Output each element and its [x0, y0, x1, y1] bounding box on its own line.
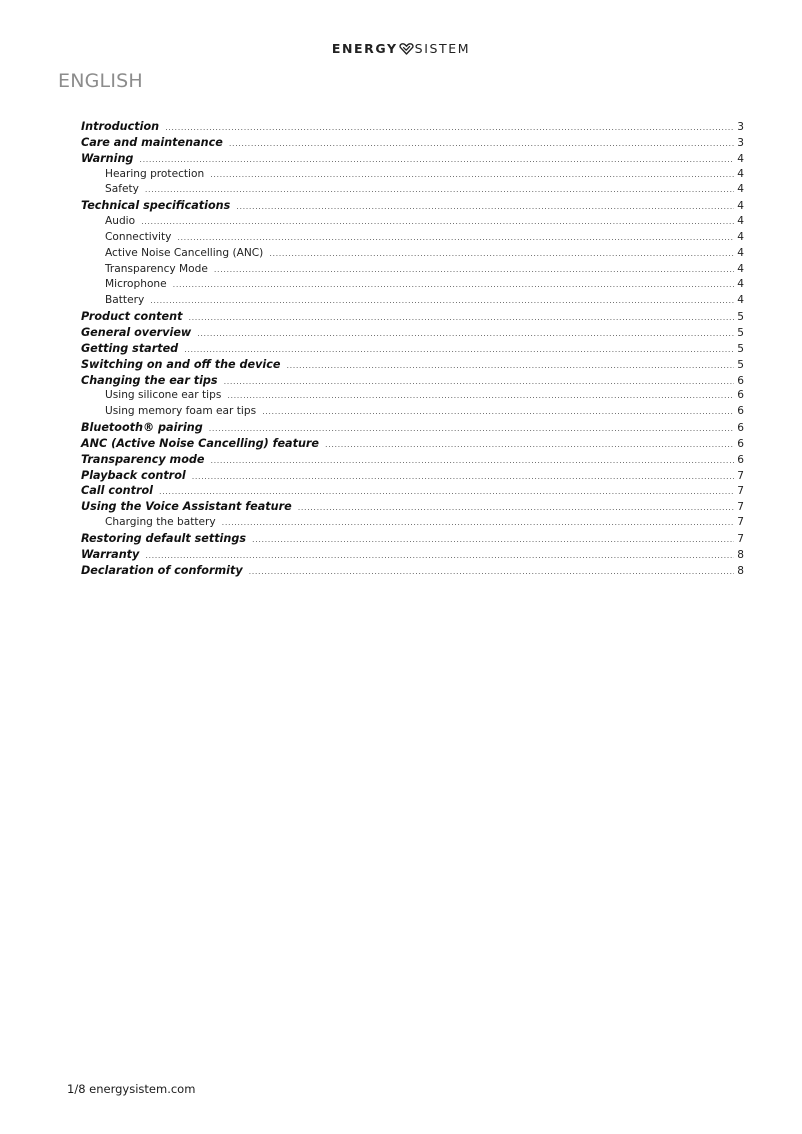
toc-dot-leader: [298, 500, 735, 516]
toc-entry-title: Charging the battery: [105, 516, 216, 529]
toc-entry[interactable]: [81, 341, 744, 357]
toc-entry-title: Playback control: [81, 468, 186, 482]
toc-dot-leader: [229, 136, 734, 152]
toc-entry-title: Using the Voice Assistant feature: [81, 500, 292, 514]
toc-entry-page: 7: [737, 516, 744, 529]
toc-entry[interactable]: [81, 420, 744, 436]
language-heading: ENGLISH: [58, 70, 143, 92]
toc-entry-title: Using silicone ear tips: [105, 389, 222, 402]
toc-entry-title: Connectivity: [105, 230, 172, 243]
brand-logo: [0, 40, 802, 60]
toc-entry-title: Audio: [105, 215, 136, 228]
toc-entry-title: Getting started: [81, 341, 179, 355]
toc-entry[interactable]: [81, 547, 744, 563]
toc-entry-title: Hearing protection: [105, 167, 205, 180]
toc-entry-page: 6: [737, 422, 744, 435]
toc-entry[interactable]: [81, 246, 744, 262]
toc-entry[interactable]: [81, 388, 744, 404]
toc-entry-title: Bluetooth® pairing: [81, 421, 203, 435]
toc-entry[interactable]: [81, 151, 744, 167]
toc-entry[interactable]: [81, 277, 744, 293]
toc-entry[interactable]: [81, 309, 744, 325]
toc-entry-title: Battery: [105, 294, 145, 307]
toc-dot-leader: [249, 564, 735, 580]
toc-entry-page: 4: [737, 246, 744, 259]
table-of-contents: [81, 119, 744, 578]
toc-entry-title: Transparency Mode: [105, 262, 208, 275]
toc-dot-leader: [209, 421, 735, 437]
toc-entry[interactable]: [81, 167, 744, 183]
toc-entry-title: Warranty: [81, 547, 140, 561]
toc-entry-page: 4: [737, 152, 744, 165]
toc-entry[interactable]: [81, 135, 744, 151]
toc-dot-leader: [227, 388, 734, 404]
brand-name-part1: ENERGY: [331, 41, 398, 56]
toc-dot-leader: [262, 404, 734, 420]
toc-entry-page: 3: [737, 136, 744, 149]
toc-dot-leader: [269, 246, 734, 262]
toc-entry-title: Introduction: [81, 120, 160, 133]
toc-entry-page: 4: [737, 262, 744, 275]
toc-entry-title: Using memory foam ear tips: [105, 405, 257, 418]
brand-name-part2: SISTEM: [414, 41, 471, 56]
toc-entry-page: 4: [737, 294, 744, 307]
toc-dot-leader: [210, 453, 734, 469]
toc-dot-leader: [210, 167, 734, 183]
toc-dot-leader: [224, 374, 735, 390]
toc-entry-title: Technical specifications: [81, 199, 231, 213]
toc-entry[interactable]: [81, 293, 744, 309]
toc-dot-leader: [165, 120, 734, 136]
toc-entry-title: Warning: [81, 151, 134, 165]
toc-entry-title: Restoring default settings: [81, 531, 247, 545]
toc-entry-title: Active Noise Cancelling (ANC): [105, 246, 264, 259]
toc-entry-page: 8: [737, 564, 744, 577]
toc-dot-leader: [184, 342, 734, 358]
toc-entry-page: 5: [737, 326, 744, 339]
toc-entry[interactable]: [81, 468, 744, 484]
page-footer: 1/8 energysistem.com: [67, 1082, 196, 1096]
toc-entry[interactable]: [81, 499, 744, 515]
toc-entry-page: 4: [737, 230, 744, 243]
toc-entry-title: Microphone: [105, 278, 167, 291]
toc-entry-page: 7: [737, 469, 744, 482]
toc-entry-title: Safety: [105, 183, 139, 196]
toc-entry-page: 4: [737, 183, 744, 196]
toc-entry-page: 7: [737, 485, 744, 498]
toc-entry-page: 6: [737, 437, 744, 450]
toc-entry-page: 5: [737, 311, 744, 324]
toc-dot-leader: [177, 230, 734, 246]
toc-entry[interactable]: [81, 182, 744, 198]
toc-entry[interactable]: [81, 563, 744, 579]
toc-entry-title: Changing the ear tips: [81, 373, 218, 387]
toc-dot-leader: [141, 214, 734, 230]
toc-entry-title: Call control: [81, 484, 153, 498]
toc-entry[interactable]: [81, 262, 744, 278]
toc-dot-leader: [145, 182, 734, 198]
toc-entry[interactable]: [81, 404, 744, 420]
toc-dot-leader: [150, 293, 734, 309]
toc-entry-page: 6: [737, 389, 744, 402]
toc-dot-leader: [173, 277, 735, 293]
toc-dot-leader: [236, 199, 734, 215]
toc-dot-leader: [252, 532, 734, 548]
toc-entry-title: Declaration of conformity: [81, 563, 243, 577]
toc-entry-page: 4: [737, 278, 744, 291]
toc-dot-leader: [325, 437, 734, 453]
toc-entry-page: 5: [737, 358, 744, 371]
toc-entry[interactable]: [81, 483, 744, 499]
heart-check-icon: [399, 42, 414, 60]
toc-dot-leader: [197, 326, 734, 342]
toc-entry-page: 6: [737, 453, 744, 466]
toc-entry-page: 4: [737, 200, 744, 213]
toc-entry-page: 5: [737, 342, 744, 355]
toc-entry[interactable]: [81, 515, 744, 531]
toc-entry-title: Care and maintenance: [81, 135, 223, 149]
toc-entry-page: 6: [737, 374, 744, 387]
toc-entry[interactable]: [81, 198, 744, 214]
toc-dot-leader: [139, 152, 734, 168]
toc-dot-leader: [192, 469, 735, 485]
toc-entry[interactable]: [81, 531, 744, 547]
toc-entry-page: 4: [737, 167, 744, 180]
toc-entry-page: 3: [737, 121, 744, 133]
toc-entry-title: Product content: [81, 310, 183, 324]
toc-entry[interactable]: [81, 230, 744, 246]
toc-entry-page: 7: [737, 501, 744, 514]
toc-entry[interactable]: [81, 373, 744, 389]
toc-dot-leader: [286, 358, 734, 374]
toc-entry[interactable]: [81, 325, 744, 341]
toc-entry-page: 7: [737, 532, 744, 545]
toc-entry[interactable]: [81, 214, 744, 230]
toc-entry-title: General overview: [81, 325, 192, 339]
toc-entry-title: ANC (Active Noise Cancelling) feature: [81, 436, 320, 450]
toc-entry[interactable]: [81, 119, 744, 135]
toc-entry-page: 8: [737, 548, 744, 561]
toc-entry-page: 6: [737, 405, 744, 418]
toc-entry[interactable]: [81, 452, 744, 468]
toc-dot-leader: [222, 515, 735, 531]
toc-entry-title: Switching on and off the device: [81, 357, 281, 371]
toc-entry-title: Transparency mode: [81, 452, 205, 466]
toc-dot-leader: [214, 262, 734, 278]
toc-entry[interactable]: [81, 436, 744, 452]
toc-entry[interactable]: [81, 357, 744, 373]
toc-dot-leader: [188, 310, 734, 326]
toc-dot-leader: [159, 484, 734, 500]
toc-entry-page: 4: [737, 215, 744, 228]
toc-dot-leader: [145, 548, 734, 564]
